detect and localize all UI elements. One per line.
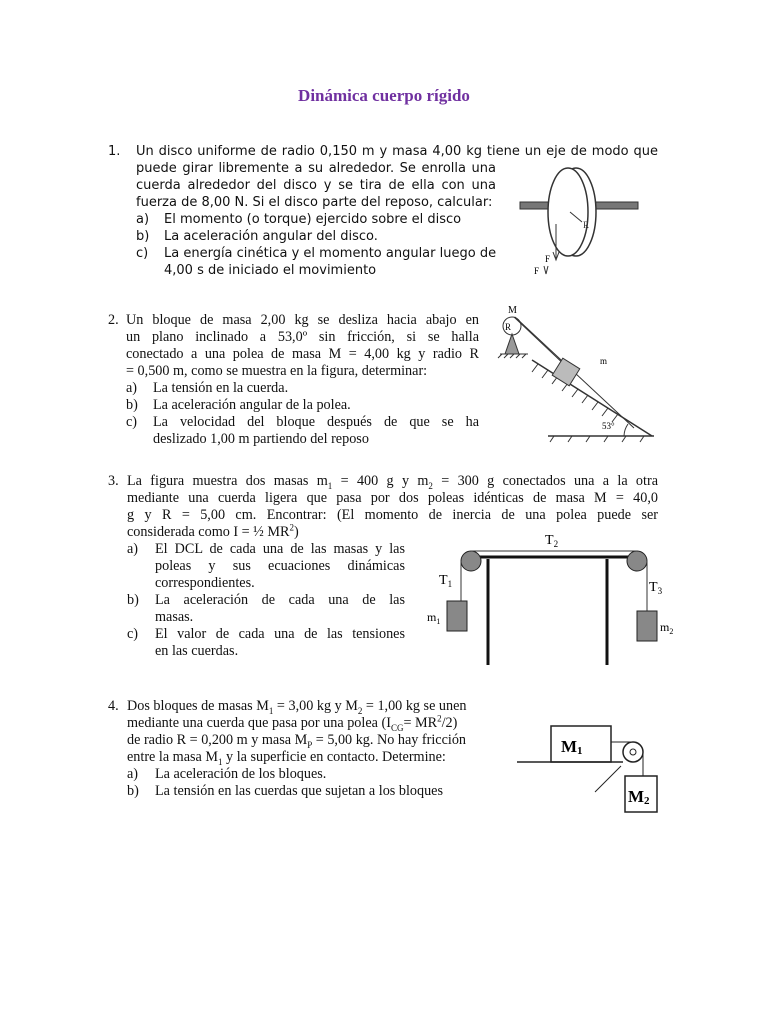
p3-line4-b: ) — [293, 524, 299, 540]
p4-line2-a: mediante una cuerda que pasa por una polea (I — [127, 715, 391, 731]
problem-1-item-b-marker: b) — [136, 229, 150, 244]
problem-4-number: 4. — [108, 698, 119, 714]
problem-4-item-a-marker: a) — [127, 766, 139, 782]
p4-line3-sub: P — [307, 739, 313, 750]
problem-3-item-b-line-1: La aceleración de cada una de las — [155, 592, 405, 608]
problem-3-line-4 — [127, 524, 299, 541]
two-pulley-figure — [425, 527, 685, 669]
block-mass-label: m — [600, 356, 608, 366]
problem-3-item-c-line-2: en las cuerdas. — [155, 643, 239, 659]
p4-line1-c: = 1,00 kg se unen — [362, 698, 467, 714]
problem-2-item-a: La tensión en la cuerda. — [153, 380, 289, 396]
problem-3-item-a-line-2: poleas y sus ecuaciones dinámicas — [155, 558, 405, 574]
problem-2-line-1: Un bloque de masa 2,00 kg se desliza hacia abajo en — [126, 312, 479, 328]
problem-3-item-c-line-1: El valor de cada una de las tensiones — [155, 626, 405, 642]
fig-m2-sub: 2 — [644, 795, 650, 807]
p4-line3-b: = 5,00 kg. No hay fricción — [312, 732, 467, 748]
t3-main: T — [649, 580, 658, 595]
p3-line1-c: = 300 g conectados una a la otra — [432, 473, 658, 489]
m2-sub: 2 — [669, 627, 674, 636]
problem-4-line-3 — [127, 732, 466, 749]
tension-1-label — [439, 573, 452, 589]
p3-line1-sub2: 2 — [428, 480, 433, 491]
problem-2-item-a-marker: a) — [126, 380, 138, 396]
problem-1-line-2: puede girar libremente a su alrededor. Se enrolla una — [136, 161, 496, 176]
t2-main: T — [545, 533, 554, 548]
m1-main: m — [427, 610, 437, 624]
problem-3-line-2: mediante una cuerda ligera que pasa por dos poleas idénticas de masa M = 40,0 — [127, 490, 658, 506]
tension-3-label — [649, 580, 663, 596]
p4-line3-a: de radio R = 0,200 m y masa M — [127, 732, 308, 748]
problem-1-item-a: El momento (o torque) ejercido sobre el disco — [164, 212, 462, 227]
p4-line4-sub: 1 — [218, 756, 223, 767]
t3-sub: 3 — [657, 586, 663, 596]
p4-line1-a: Dos bloques de masas M — [127, 698, 269, 714]
page-title: Dinámica cuerpo rígido — [298, 86, 470, 105]
m1-sub: 1 — [436, 617, 441, 626]
p4-line2-sub: CG — [390, 722, 404, 733]
problem-3-item-c-marker: c) — [127, 626, 139, 642]
force-label-lower: F — [534, 266, 540, 276]
problem-2-line-4: = 0,500 m, como se muestra en la figura, determinar: — [126, 363, 428, 379]
problem-1-number: 1. — [108, 144, 121, 159]
p4-line2-sup: 2 — [437, 713, 442, 724]
problem-2-number: 2. — [108, 312, 119, 328]
pulley-mass-label: M — [508, 305, 517, 316]
p4-line1-b: = 3,00 kg y M — [273, 698, 358, 714]
problem-2-item-b: La aceleración angular de la polea. — [153, 397, 351, 413]
p3-line1-b: = 400 g y m — [332, 473, 429, 489]
problem-4-item-b: La tensión en las cuerdas que sujetan a los bloques — [155, 783, 444, 799]
p4-line1-sub1: 1 — [268, 705, 274, 716]
problem-2-line-3: conectado a una polea de masa M = 4,00 kg y radio R — [126, 346, 479, 362]
fig-m2-main: M — [628, 787, 645, 806]
problem-1-item-a-marker: a) — [136, 212, 150, 227]
p4-line4-b: y la superficie en contacto. Determine: — [222, 749, 446, 765]
problem-1-item-c-line-2: 4,00 s de iniciado el movimiento — [164, 263, 377, 278]
problem-3-line-1 — [127, 473, 658, 490]
mass-1-label — [427, 610, 440, 626]
problem-4-line-4 — [127, 749, 446, 766]
problem-3-item-b-marker: b) — [127, 592, 139, 608]
fig-m1-sub: 1 — [577, 745, 583, 757]
problem-2-item-c-line-2: deslizado 1,00 m partiendo del reposo — [153, 431, 369, 447]
problem-3-item-a-marker: a) — [127, 541, 139, 557]
p4-line2-c: /2) — [441, 715, 458, 731]
disc-radius-label: R — [583, 220, 590, 230]
problem-2-line-2: un plano inclinado a 53,0º sin fricción, si se halla — [126, 329, 479, 345]
p4-line1-sub2: 2 — [357, 705, 363, 716]
m2-main: m — [660, 620, 670, 634]
problem-1-item-c-line-1: La energía cinética y el momento angular luego de — [164, 246, 497, 261]
p3-line1-sub1: 1 — [327, 480, 333, 491]
t1-sub: 1 — [447, 579, 453, 589]
table-pulley-figure — [515, 720, 665, 820]
p3-line1-a: La figura muestra dos masas m — [127, 473, 328, 489]
problem-3-line-3: g y R = 5,00 cm. Encontrar: (El momento de inercia de una polea puede ser — [127, 507, 658, 523]
problem-4-line-2 — [127, 715, 457, 732]
problem-2-item-c-line-1: La velocidad del bloque después de que se ha — [153, 414, 479, 430]
disc-figure — [510, 164, 650, 280]
problem-4-item-b-marker: b) — [127, 783, 139, 799]
problem-1-line-4: fuerza de 8,00 N. Si el disco parte del reposo, calcular: — [136, 195, 493, 210]
p4-line2-b: = MR — [403, 715, 438, 731]
p3-line4-a: considerada como I = ½ MR — [127, 524, 290, 540]
problem-1-line-3: cuerda alrededor del disco y se tira de ella con una — [136, 178, 496, 193]
p3-line4-sup: 2 — [289, 522, 294, 533]
problem-2-item-b-marker: b) — [126, 397, 138, 413]
problem-1-line-1: Un disco uniforme de radio 0,150 m y masa 4,00 kg tiene un eje de modo que — [136, 144, 658, 159]
fig-m1-main: M — [561, 737, 578, 756]
mass-2-label — [660, 620, 673, 636]
problem-3-item-a-line-1: El DCL de cada una de las masas y las — [155, 541, 405, 557]
problem-3-item-a-line-3: correspondientes. — [155, 575, 255, 591]
force-label-upper: F — [545, 254, 551, 264]
problem-4-item-a: La aceleración de los bloques. — [155, 766, 327, 782]
problem-3-item-b-line-2: masas. — [155, 609, 194, 625]
problem-1-item-b: La aceleración angular del disco. — [164, 229, 378, 244]
tension-2-label — [545, 533, 558, 549]
problem-2-item-c-marker: c) — [126, 414, 138, 430]
problem-1-item-c-marker: c) — [136, 246, 149, 261]
angle-label: 53° — [602, 421, 615, 431]
problem-4-line-1 — [127, 698, 467, 715]
t1-main: T — [439, 573, 448, 588]
pulley-radius-label: R — [505, 322, 512, 332]
incline-figure — [492, 302, 660, 444]
problem-3-number: 3. — [108, 473, 119, 489]
p4-line4-a: entre la masa M — [127, 749, 218, 765]
t2-sub: 2 — [553, 539, 559, 549]
